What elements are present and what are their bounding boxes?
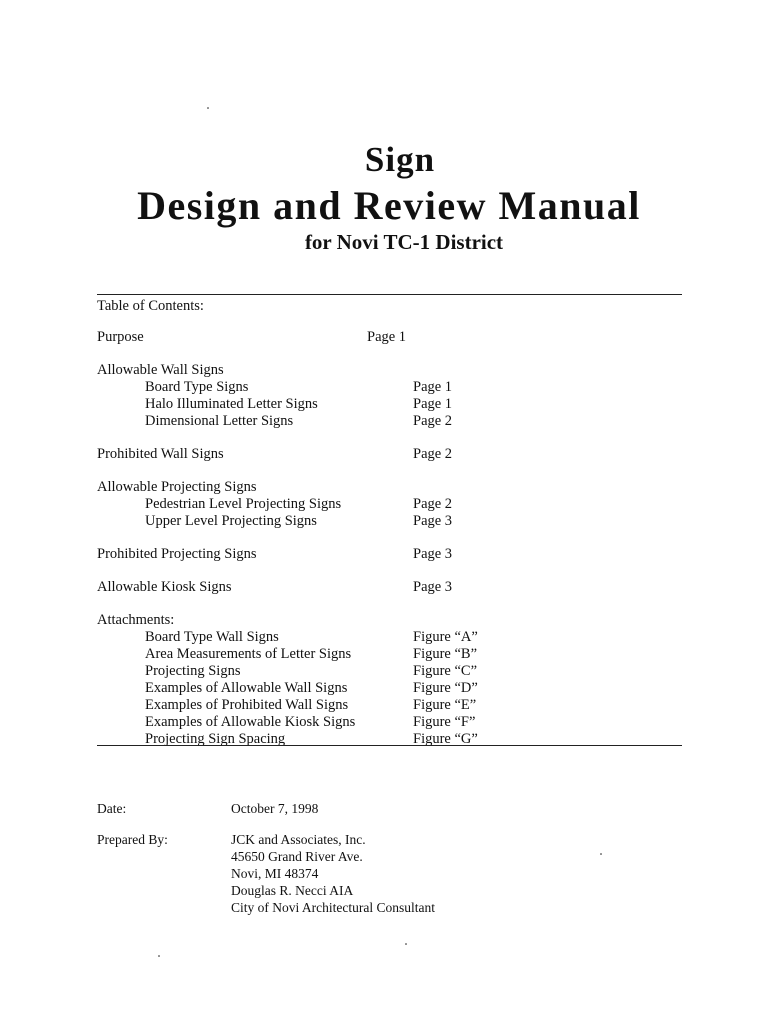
toc-prohibited-wall-signs-page: Page 2 bbox=[413, 446, 453, 462]
toc-item-label: Projecting Signs bbox=[145, 663, 241, 679]
toc-item-label: Halo Illuminated Letter Signs bbox=[145, 396, 318, 412]
prepared-by-line: Douglas R. Necci AIA bbox=[231, 883, 354, 898]
toc-item-label: Board Type Signs bbox=[145, 379, 249, 395]
toc-item-label: Area Measurements of Letter Signs bbox=[145, 646, 352, 662]
toc-prohibited-wall-signs-label: Prohibited Wall Signs bbox=[97, 446, 224, 462]
toc-allowable-kiosk-signs-page: Page 3 bbox=[413, 579, 453, 595]
title-line-district: for Novi TC-1 District bbox=[304, 230, 504, 254]
toc-item-page: Page 1 bbox=[413, 396, 453, 412]
toc-prohibited-projecting-signs-label: Prohibited Projecting Signs bbox=[97, 546, 257, 562]
toc-allowable-kiosk-signs-label: Allowable Kiosk Signs bbox=[97, 579, 232, 595]
toc-attachments: Attachments: bbox=[97, 612, 175, 628]
toc-purpose-label: Purpose bbox=[97, 329, 144, 345]
toc-item-page: Figure “D” bbox=[413, 680, 478, 696]
toc-item-label: Examples of Allowable Wall Signs bbox=[145, 680, 348, 696]
toc-allowable-wall-signs: Allowable Wall Signs bbox=[97, 362, 224, 378]
prepared-by-line: 45650 Grand River Ave. bbox=[231, 849, 363, 864]
scan-speck bbox=[158, 955, 160, 957]
toc-item-label: Upper Level Projecting Signs bbox=[145, 513, 317, 529]
title-line-manual: Design and Review Manual bbox=[137, 183, 641, 228]
toc-purpose-page: Page 1 bbox=[367, 329, 407, 345]
toc-heading: Table of Contents: bbox=[97, 298, 204, 314]
scan-speck bbox=[600, 853, 602, 855]
scan-speck bbox=[405, 943, 407, 945]
toc-item-page: Page 2 bbox=[413, 413, 453, 429]
toc-item-page: Page 1 bbox=[413, 379, 453, 395]
toc-item-label: Board Type Wall Signs bbox=[145, 629, 279, 645]
toc-item-label: Examples of Allowable Kiosk Signs bbox=[145, 714, 356, 730]
toc-item-page: Figure “C” bbox=[413, 663, 478, 679]
toc-item-page: Figure “G” bbox=[413, 731, 478, 747]
top-divider bbox=[97, 294, 682, 295]
toc-item-page: Page 3 bbox=[413, 513, 453, 529]
prepared-by-line: JCK and Associates, Inc. bbox=[231, 832, 366, 847]
title-line-sign: Sign bbox=[364, 140, 436, 179]
prepared-by-label: Prepared By: bbox=[97, 832, 168, 847]
toc-item-page: Figure “E” bbox=[413, 697, 477, 713]
prepared-by-line: City of Novi Architectural Consultant bbox=[231, 900, 435, 915]
toc-item-page: Figure “A” bbox=[413, 629, 478, 645]
prepared-by-line: Novi, MI 48374 bbox=[231, 866, 319, 881]
toc-prohibited-projecting-signs-page: Page 3 bbox=[413, 546, 453, 562]
toc-item-page: Page 2 bbox=[413, 496, 453, 512]
toc-item-page: Figure “B” bbox=[413, 646, 478, 662]
toc-item-label: Projecting Sign Spacing bbox=[145, 731, 286, 747]
toc-allowable-projecting-signs: Allowable Projecting Signs bbox=[97, 479, 257, 495]
toc-item-label: Dimensional Letter Signs bbox=[145, 413, 294, 429]
date-label: Date: bbox=[97, 801, 127, 816]
toc-item-label: Examples of Prohibited Wall Signs bbox=[145, 697, 349, 713]
toc-item-label: Pedestrian Level Projecting Signs bbox=[145, 496, 342, 512]
bottom-divider bbox=[97, 745, 682, 746]
date-value: October 7, 1998 bbox=[231, 801, 319, 816]
scan-speck bbox=[207, 107, 209, 109]
toc-item-page: Figure “F” bbox=[413, 714, 476, 730]
